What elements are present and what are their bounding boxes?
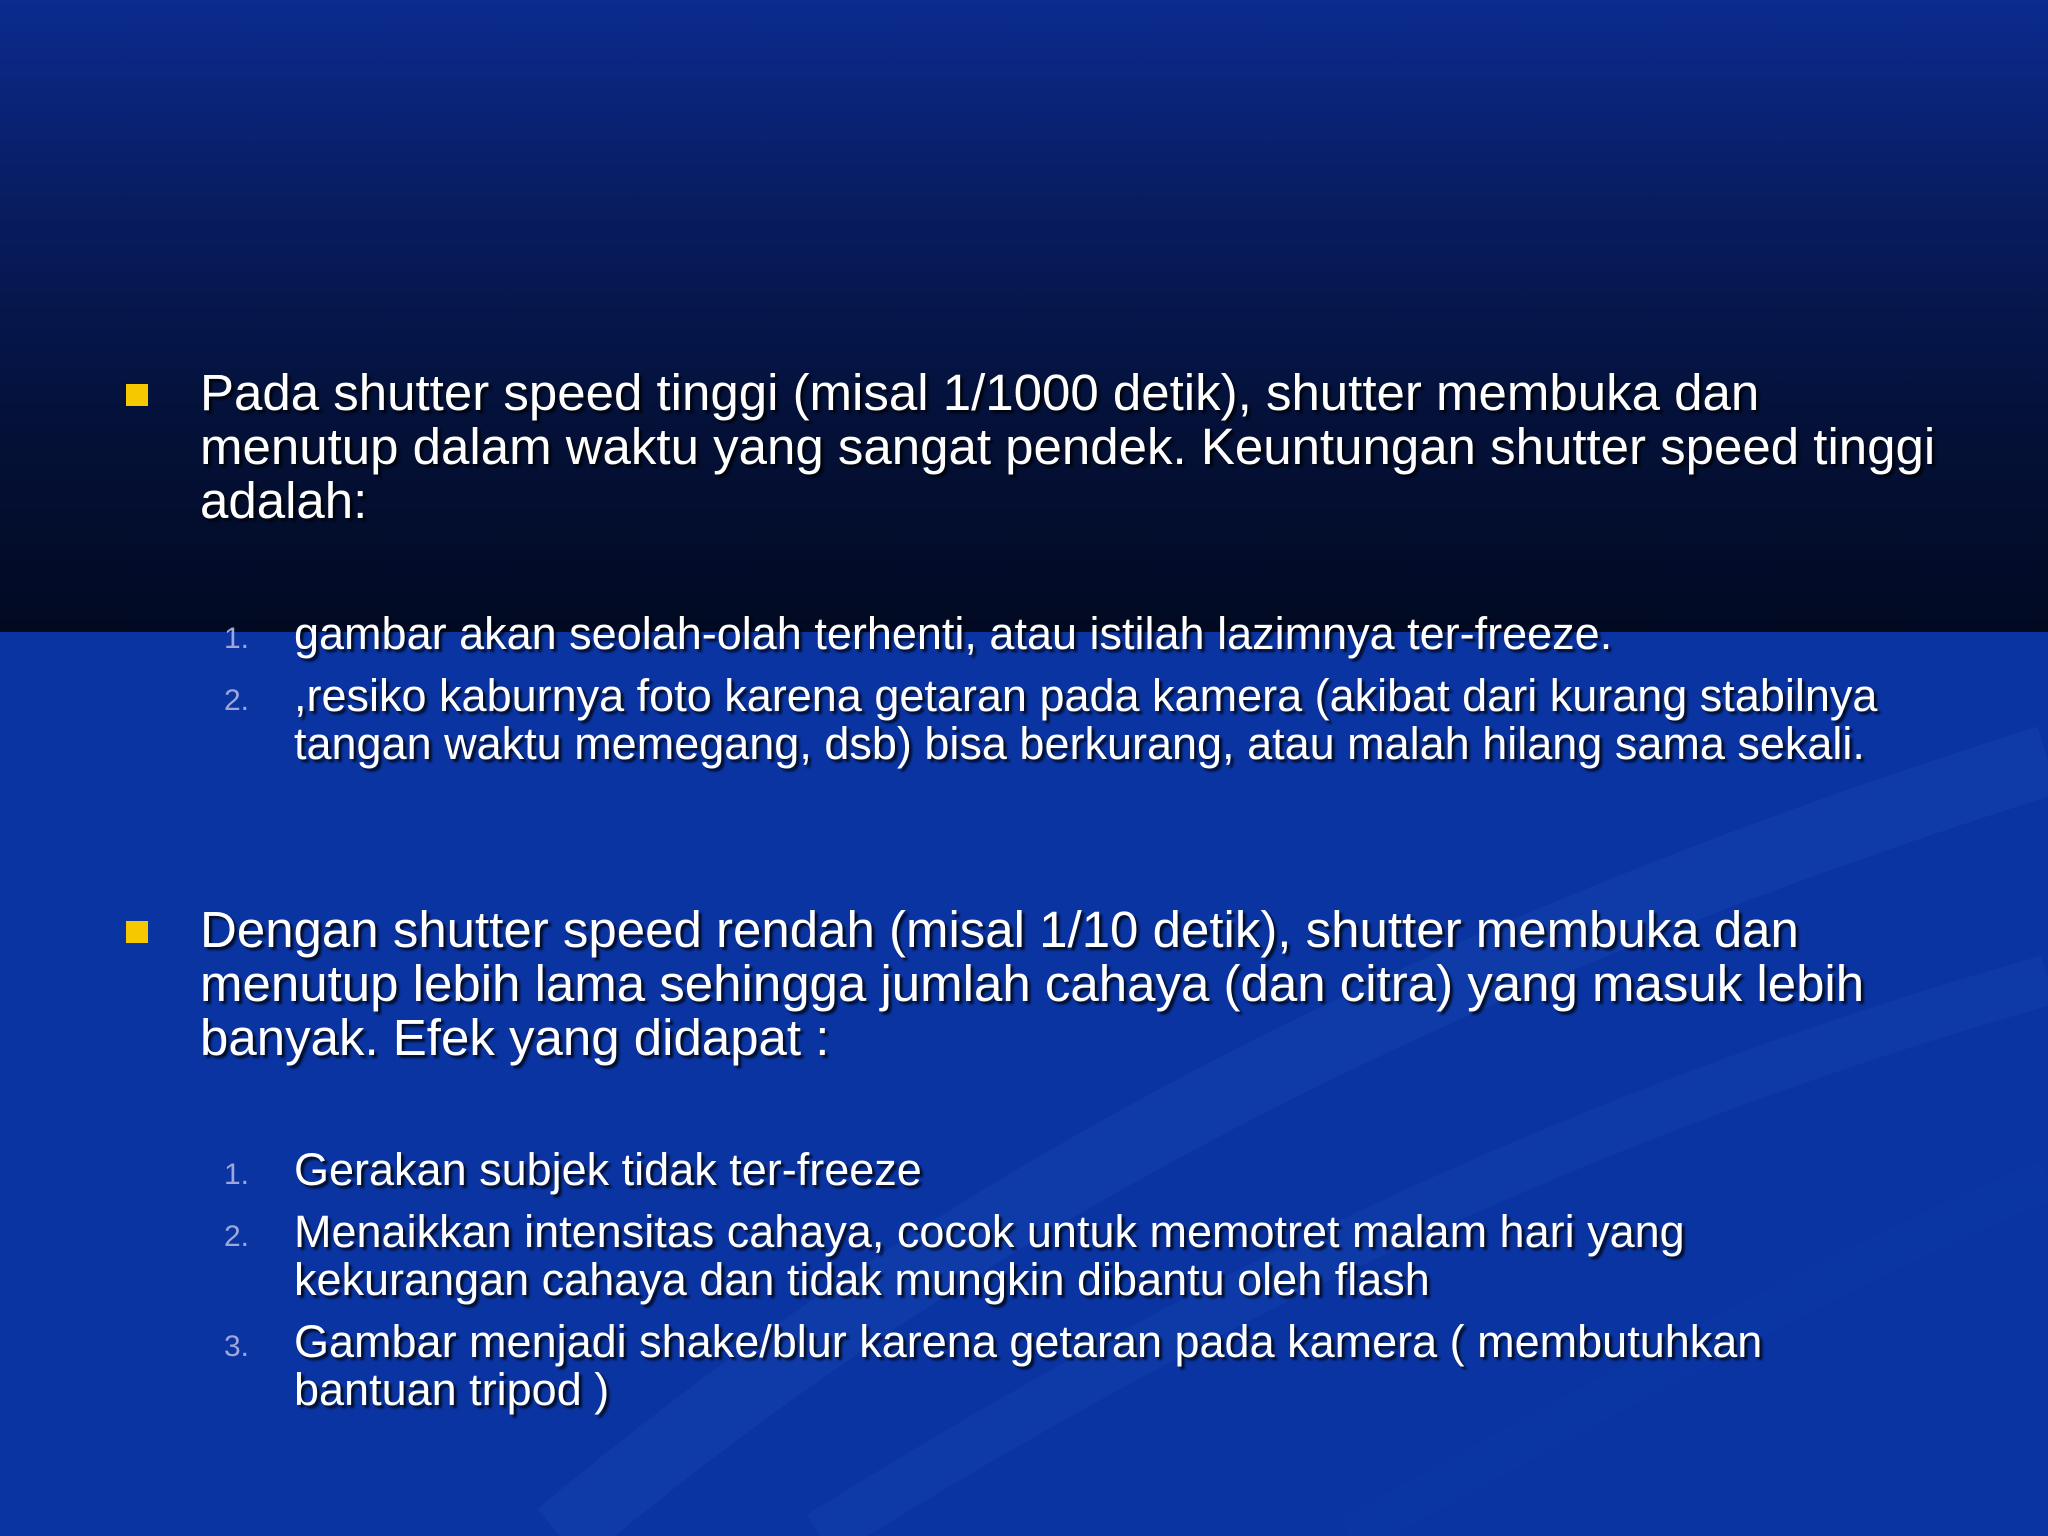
list-item	[224, 610, 1924, 658]
list-number: 1.	[224, 622, 250, 655]
list-item-text: Menaikkan intensitas cahaya, cocok untuk memotret malam hari yang kekurangan cahaya dan tidak mungkin dibantu oleh flash	[294, 1206, 1685, 1305]
numbered-list-low-speed	[224, 1146, 1924, 1414]
list-number: 3.	[224, 1330, 250, 1363]
list-item-text: Gambar menjadi shake/blur karena getaran pada kamera ( membutuhkan bantuan tripod )	[294, 1316, 1763, 1415]
bullet-text: Pada shutter speed tinggi (misal 1/1000 detik), shutter membuka dan menutup dalam waktu yang sangat pendek. Keuntungan shutter speed tinggi adalah:	[200, 364, 1936, 529]
list-number: 2.	[224, 684, 250, 717]
numbered-list-high-speed	[224, 610, 1924, 768]
list-number: 2.	[224, 1220, 250, 1253]
list-item	[224, 1318, 1924, 1414]
list-item-text: ,resiko kaburnya foto karena getaran pada kamera (akibat dari kurang stabilnya tangan waktu memegang, dsb) bisa berkurang, atau malah hilang sama sekali.	[294, 670, 1878, 769]
list-item-text: gambar akan seolah-olah terhenti, atau istilah lazimnya ter-freeze.	[294, 608, 1613, 659]
list-item	[224, 1208, 1924, 1304]
list-item-text: Gerakan subjek tidak ter-freeze	[294, 1144, 922, 1195]
bullet-text: Dengan shutter speed rendah (misal 1/10 detik), shutter membuka dan menutup lebih lama sehingga jumlah cahaya (dan citra) yang masuk lebih banyak. Efek yang didapat :	[200, 901, 1865, 1066]
list-item	[224, 1146, 1924, 1194]
list-number: 1.	[224, 1158, 250, 1191]
square-bullet-icon	[126, 921, 148, 943]
square-bullet-icon	[126, 384, 148, 406]
list-item	[224, 672, 1924, 768]
